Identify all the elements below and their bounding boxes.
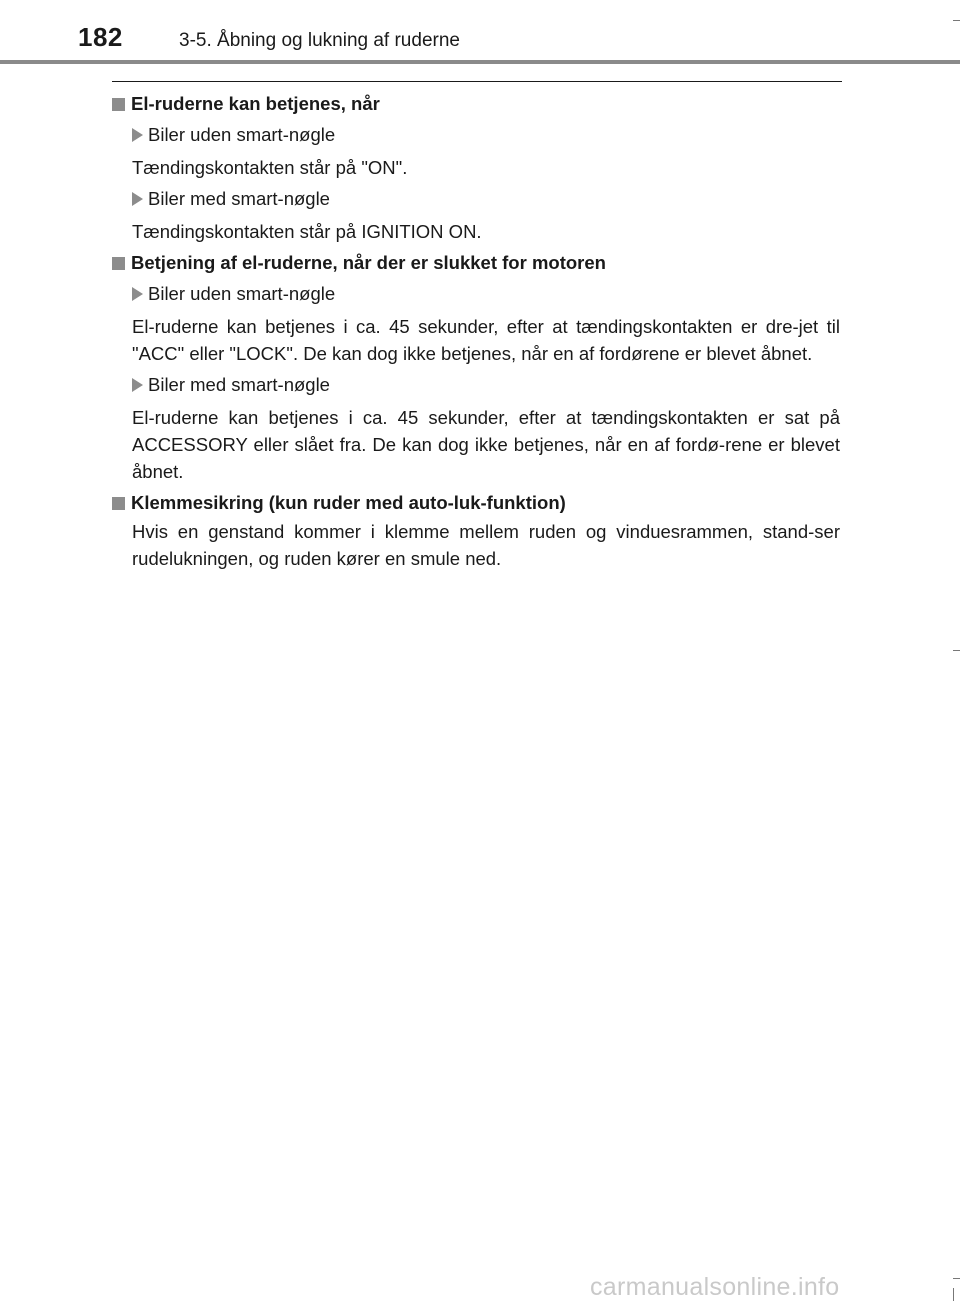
sub-heading-text: Biler med smart-nøgle (148, 374, 330, 395)
body-paragraph: Tændingskontakten står på IGNITION ON. (132, 221, 482, 242)
square-bullet-icon (112, 257, 125, 270)
crop-mark (953, 650, 960, 651)
page-number: 182 (78, 22, 123, 52)
crop-mark (953, 20, 960, 21)
crop-mark (953, 1288, 954, 1301)
sub-heading-text: Biler uden smart-nøgle (148, 283, 336, 304)
triangle-bullet-icon (132, 287, 143, 301)
triangle-bullet-icon (132, 192, 143, 206)
section-heading-text: Klemmesikring (kun ruder med auto-luk-funktion) (131, 492, 566, 513)
sub-heading (132, 280, 840, 307)
sub-heading (132, 371, 840, 398)
square-bullet-icon (112, 98, 125, 111)
section-title: 3-5. Åbning og lukning af ruderne (179, 30, 460, 51)
page-header (0, 0, 960, 64)
sub-heading-text: Biler uden smart-nøgle (148, 124, 336, 145)
sub-heading (132, 185, 840, 212)
body-paragraph: Hvis en genstand kommer i klemme mellem ruden og vinduesrammen, stand-ser rudelukningen, og ruden kører en smule ned. (132, 521, 840, 569)
section-heading (112, 249, 840, 276)
content-top-rule (112, 81, 842, 82)
crop-mark (953, 1278, 960, 1279)
watermark[interactable]: carmanualsonline.info (590, 1273, 840, 1301)
section-heading-text: El-ruderne kan betjenes, når (131, 93, 380, 114)
body-paragraph: El-ruderne kan betjenes i ca. 45 sekunder, efter at tændingskontakten er dre-jet til "ACC" eller "LOCK". De kan dog ikke betjenes, når en af fordørene er blevet åbnet. (132, 316, 840, 364)
section-heading (112, 489, 840, 516)
section-heading (112, 90, 840, 117)
sub-heading (132, 121, 840, 148)
body-paragraph: El-ruderne kan betjenes i ca. 45 sekunder, efter at tændingskontakten er sat på ACCESSORY eller slået fra. De kan dog ikke betjenes, når en af fordø-rene er blevet åbnet. (132, 407, 840, 482)
page-content (112, 86, 840, 572)
header-rule (0, 60, 960, 64)
body-paragraph: Tændingskontakten står på "ON". (132, 157, 408, 178)
section-heading-text: Betjening af el-ruderne, når der er slukket for motoren (131, 252, 606, 273)
sub-heading-text: Biler med smart-nøgle (148, 188, 330, 209)
square-bullet-icon (112, 497, 125, 510)
triangle-bullet-icon (132, 128, 143, 142)
triangle-bullet-icon (132, 378, 143, 392)
